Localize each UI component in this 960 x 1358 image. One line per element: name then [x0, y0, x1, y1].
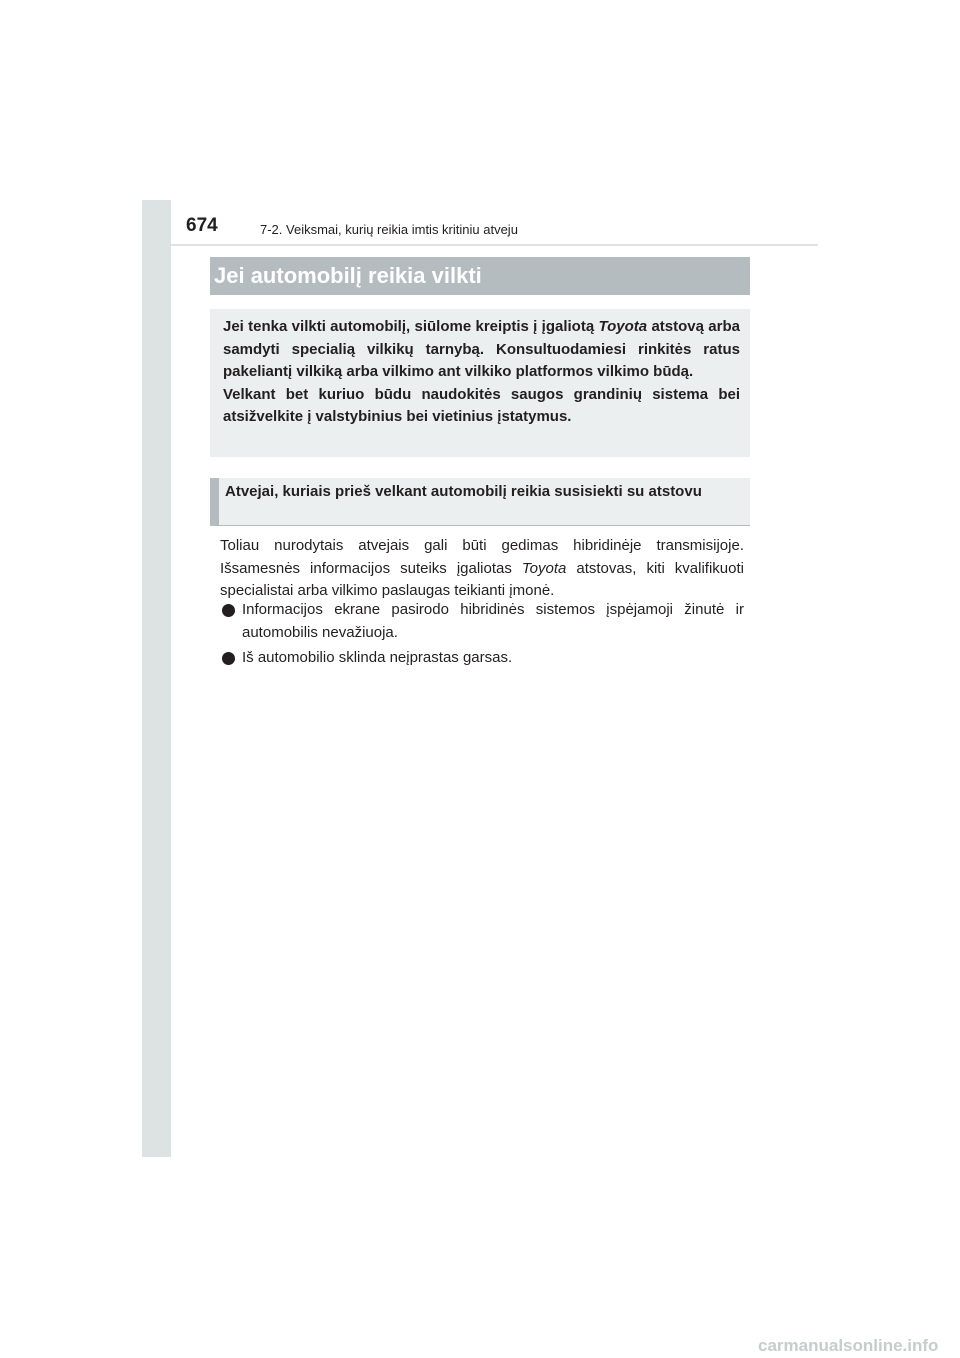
bullet-dot-icon: [222, 652, 235, 665]
list-item-text: Iš automobilio sklinda neįprastas garsas.: [242, 649, 513, 666]
subsection-heading: [210, 478, 750, 526]
running-header: 7-2. Veiksmai, kurių reikia imtis kritiniu atveju: [260, 222, 518, 237]
intro-paragraph-1: Jei tenka vilkti automobilį, siūlome kreiptis į įgaliotą Toyota atstovą arba samdyti specialią vilkikų tarnybą. Konsultuodamiesi rinkitės ratus pakeliantį vilkiką arba vilkimo ant vilkiko platformos vilkimo būdą.: [223, 318, 740, 380]
body-paragraph: Toliau nurodytais atvejais gali būti gedimas hibridinėje transmisijoje. Išsamesnės informacijos suteiks įgaliotas Toyota atstovas, kiti kvalifikuoti specialistai arba vilkimo paslaugas teikianti įmonė.: [220, 537, 744, 599]
intro-paragraph-2: Velkant bet kuriuo būdu naudokitės saugos grandinių sistema bei atsižvelkite į valstybinius bei vietinius įstatymus.: [223, 385, 740, 425]
intro-box: [210, 309, 750, 457]
list-item-text: Informacijos ekrane pasirodo hibridinės sistemos įspėjamoji žinutė ir automobilis nevažiuoja.: [242, 601, 744, 641]
header-rule: [142, 244, 818, 246]
page-number: 674: [186, 215, 218, 236]
subsection-title: Atvejai, kuriais prieš velkant automobilį reikia susisiekti su atstovu: [225, 483, 702, 500]
list-item: [220, 599, 744, 644]
watermark: carmanualsonline.info: [758, 1336, 939, 1355]
list-item: [220, 647, 744, 670]
brand-name: Toyota: [521, 559, 567, 577]
side-margin-strip: [142, 200, 171, 1157]
section-title: Jei automobilį reikia vilkti: [214, 263, 482, 288]
bullet-dot-icon: [222, 604, 235, 617]
brand-name: Toyota: [598, 318, 648, 335]
section-title-bar: [210, 257, 750, 295]
